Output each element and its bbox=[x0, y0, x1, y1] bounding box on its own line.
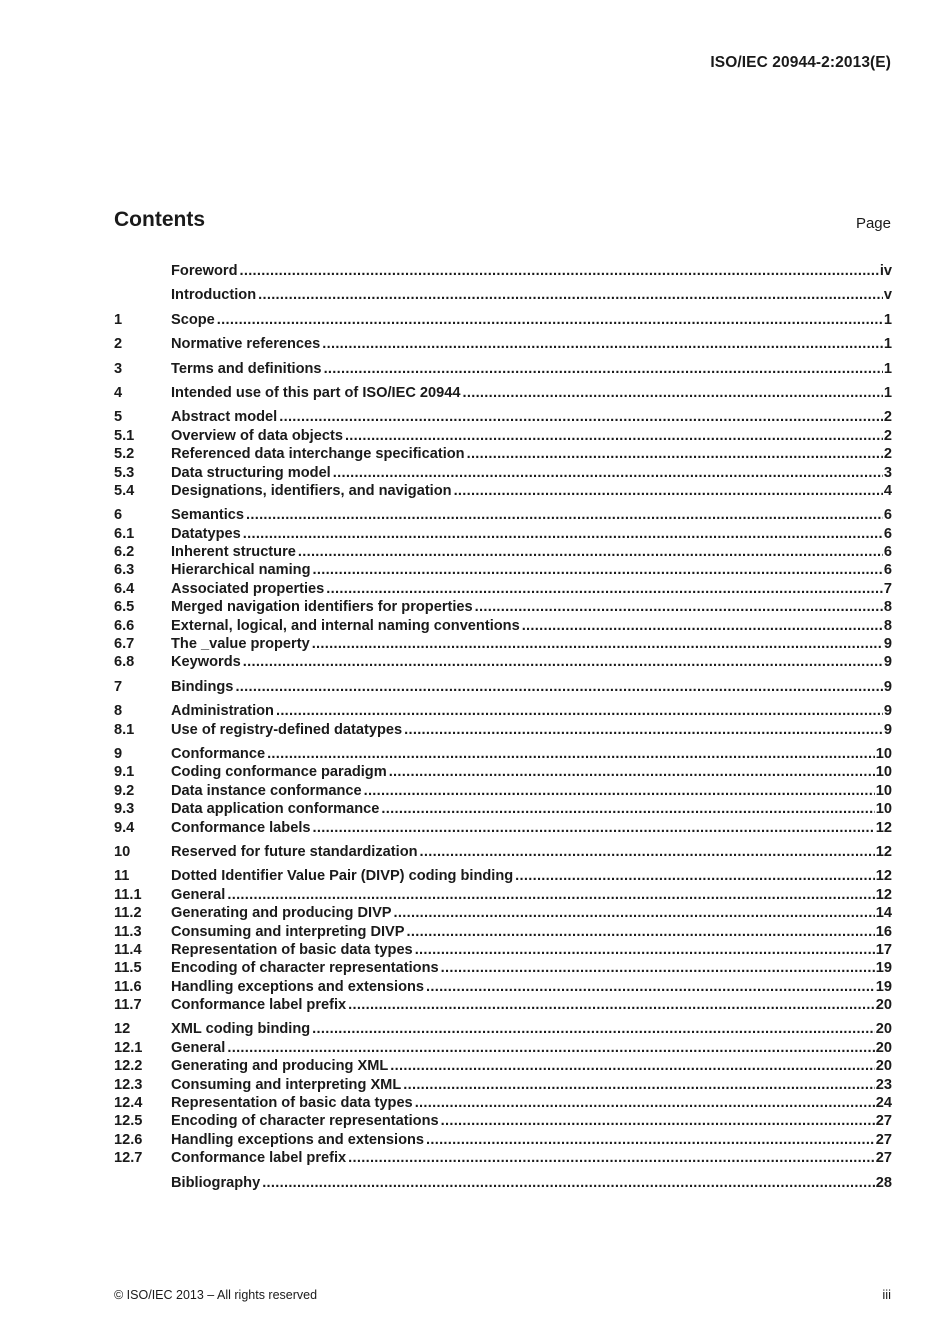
toc-entry-number: 5.1 bbox=[114, 427, 135, 444]
toc-entry[interactable] bbox=[114, 445, 892, 463]
toc-dot-leader bbox=[217, 311, 883, 329]
toc-entry[interactable] bbox=[114, 745, 892, 763]
toc-entry-page: 6 bbox=[883, 562, 892, 579]
toc-entry-page: 16 bbox=[875, 923, 892, 940]
toc-entry-page: 20 bbox=[875, 1021, 892, 1038]
toc-entry-title: Consuming and interpreting XML bbox=[171, 1076, 402, 1093]
toc-entry-page: 6 bbox=[883, 544, 892, 561]
toc-entry-page: v bbox=[883, 287, 892, 304]
toc-dot-leader bbox=[326, 580, 883, 598]
toc-entry-number: 5.2 bbox=[114, 446, 135, 463]
toc-entry[interactable] bbox=[114, 598, 892, 616]
toc-dot-leader bbox=[475, 598, 883, 616]
toc-entry-title: Handling exceptions and extensions bbox=[171, 978, 425, 995]
toc-entry-title: Inherent structure bbox=[171, 544, 296, 561]
contents-heading: Contents bbox=[114, 208, 205, 231]
toc-entry[interactable] bbox=[114, 978, 892, 996]
toc-entry-title: Bindings bbox=[171, 678, 234, 695]
toc-entry-number: 7 bbox=[114, 678, 123, 695]
toc-entry-page: 8 bbox=[883, 617, 892, 634]
toc-entry-title: Representation of basic data types bbox=[171, 941, 413, 958]
toc-entry-page: 12 bbox=[875, 868, 892, 885]
toc-dot-leader bbox=[312, 635, 883, 653]
toc-entry-number: 6.3 bbox=[114, 562, 135, 579]
toc-entry-number: 6.7 bbox=[114, 636, 135, 653]
toc-entry-title: Datatypes bbox=[171, 525, 241, 542]
toc-entry-title: Dotted Identifier Value Pair (DIVP) coding binding bbox=[171, 868, 514, 885]
toc-dot-leader bbox=[298, 543, 883, 561]
toc-entry-number: 5.4 bbox=[114, 482, 135, 499]
toc-entry-page: 2 bbox=[883, 427, 892, 444]
toc-entry-page: 20 bbox=[875, 1058, 892, 1075]
toc-entry[interactable] bbox=[114, 941, 892, 959]
toc-entry-number: 2 bbox=[114, 336, 123, 353]
toc-entry-title: Intended use of this part of ISO/IEC 20944 bbox=[171, 384, 461, 401]
toc-dot-leader bbox=[348, 1149, 875, 1167]
toc-entry-page: 27 bbox=[875, 1131, 892, 1148]
toc-entry-number: 6.2 bbox=[114, 544, 135, 561]
toc-entry-title: Encoding of character representations bbox=[171, 960, 439, 977]
toc-entry[interactable] bbox=[114, 1112, 892, 1130]
toc-entry[interactable] bbox=[114, 580, 892, 598]
table-of-contents bbox=[114, 262, 892, 1192]
toc-dot-leader bbox=[463, 384, 883, 402]
toc-entry-title: Conformance label prefix bbox=[171, 1150, 347, 1167]
toc-entry[interactable] bbox=[114, 959, 892, 977]
toc-dot-leader bbox=[258, 286, 883, 304]
toc-entry-page: 2 bbox=[883, 409, 892, 426]
toc-dot-leader bbox=[348, 996, 875, 1014]
toc-entry-number: 11.4 bbox=[114, 941, 142, 958]
toc-entry-number: 8 bbox=[114, 703, 123, 720]
toc-entry-page: 8 bbox=[883, 599, 892, 616]
toc-entry[interactable] bbox=[114, 335, 892, 353]
toc-entry-title: Foreword bbox=[171, 263, 238, 279]
toc-entry-number: 9.1 bbox=[114, 764, 135, 781]
toc-dot-leader bbox=[239, 262, 878, 280]
toc-entry-number: 6.1 bbox=[114, 525, 135, 542]
toc-entry-page: 1 bbox=[883, 384, 892, 401]
toc-entry-title: External, logical, and internal naming conventions bbox=[171, 617, 520, 634]
toc-entry-page: 7 bbox=[883, 580, 892, 597]
toc-entry-number: 11.6 bbox=[114, 978, 142, 995]
toc-dot-leader bbox=[279, 408, 883, 426]
toc-entry[interactable] bbox=[114, 800, 892, 818]
toc-entry[interactable] bbox=[114, 678, 892, 696]
toc-entry-title: Administration bbox=[171, 703, 274, 720]
toc-entry-number: 11.7 bbox=[114, 997, 142, 1014]
toc-entry-page: 3 bbox=[883, 464, 892, 481]
toc-dot-leader bbox=[389, 763, 875, 781]
toc-entry[interactable] bbox=[114, 843, 892, 861]
toc-entry-title: Generating and producing DIVP bbox=[171, 905, 392, 922]
toc-dot-leader bbox=[403, 1076, 875, 1094]
toc-entry-title: Encoding of character representations bbox=[171, 1113, 439, 1130]
toc-entry[interactable] bbox=[114, 427, 892, 445]
toc-entry-page: 9 bbox=[883, 654, 892, 671]
toc-entry-number: 11.5 bbox=[114, 960, 142, 977]
toc-entry-page: 9 bbox=[883, 636, 892, 653]
toc-entry[interactable] bbox=[114, 543, 892, 561]
toc-entry[interactable] bbox=[114, 763, 892, 781]
toc-dot-leader bbox=[407, 923, 875, 941]
toc-dot-leader bbox=[262, 1174, 875, 1192]
toc-entry-number: 9.3 bbox=[114, 801, 135, 818]
toc-dot-leader bbox=[515, 867, 875, 885]
toc-entry-title: Data application conformance bbox=[171, 801, 380, 818]
toc-entry-page: 27 bbox=[875, 1113, 892, 1130]
toc-dot-leader bbox=[404, 721, 883, 739]
toc-entry-title: Use of registry-defined datatypes bbox=[171, 721, 403, 738]
toc-entry-number: 10 bbox=[114, 843, 131, 860]
toc-entry[interactable] bbox=[114, 886, 892, 904]
toc-entry-number: 9 bbox=[114, 745, 123, 762]
toc-entry-number: 11.1 bbox=[114, 886, 142, 903]
toc-dot-leader bbox=[313, 819, 875, 837]
toc-entry[interactable] bbox=[114, 867, 892, 885]
toc-entry[interactable] bbox=[114, 904, 892, 922]
toc-dot-leader bbox=[243, 653, 883, 671]
toc-entry-page: 20 bbox=[875, 997, 892, 1014]
toc-entry-title: Associated properties bbox=[171, 580, 325, 597]
toc-dot-leader bbox=[324, 360, 883, 378]
toc-entry-number: 1 bbox=[114, 311, 123, 328]
toc-entry-page: 2 bbox=[883, 446, 892, 463]
document-id-header: ISO/IEC 20944-2:2013(E) bbox=[710, 54, 891, 71]
toc-entry-page: 27 bbox=[875, 1150, 892, 1167]
toc-entry[interactable] bbox=[114, 506, 892, 524]
toc-entry-number: 4 bbox=[114, 384, 123, 401]
toc-entry-title: Scope bbox=[171, 311, 215, 328]
toc-entry[interactable] bbox=[114, 702, 892, 720]
toc-entry-title: XML coding binding bbox=[171, 1021, 311, 1038]
toc-dot-leader bbox=[394, 904, 875, 922]
toc-entry-title: Terms and definitions bbox=[171, 360, 322, 377]
toc-entry-title: Conformance labels bbox=[171, 819, 311, 836]
toc-entry[interactable] bbox=[114, 1057, 892, 1075]
toc-entry-number: 9.2 bbox=[114, 782, 135, 799]
toc-entry[interactable] bbox=[114, 311, 892, 329]
toc-dot-leader bbox=[235, 678, 882, 696]
toc-dot-leader bbox=[276, 702, 883, 720]
toc-entry[interactable] bbox=[114, 1174, 892, 1192]
toc-entry-page: 23 bbox=[875, 1076, 892, 1093]
toc-entry-title: Semantics bbox=[171, 507, 245, 524]
toc-dot-leader bbox=[364, 782, 875, 800]
page-number: iii bbox=[882, 1287, 891, 1302]
toc-entry[interactable] bbox=[114, 1076, 892, 1094]
toc-entry-page: 10 bbox=[875, 745, 892, 762]
toc-entry[interactable] bbox=[114, 1020, 892, 1038]
toc-entry-title: Conformance label prefix bbox=[171, 997, 347, 1014]
toc-entry-page: 20 bbox=[875, 1039, 892, 1056]
toc-entry[interactable] bbox=[114, 653, 892, 671]
toc-dot-leader bbox=[441, 1112, 875, 1130]
toc-entry[interactable] bbox=[114, 262, 892, 280]
toc-entry-number: 5.3 bbox=[114, 464, 135, 481]
toc-dot-leader bbox=[246, 506, 883, 524]
toc-entry[interactable] bbox=[114, 996, 892, 1014]
toc-entry[interactable] bbox=[114, 782, 892, 800]
toc-entry[interactable] bbox=[114, 1094, 892, 1112]
toc-dot-leader bbox=[333, 464, 883, 482]
toc-entry-page: 10 bbox=[875, 801, 892, 818]
copyright-footer: © ISO/IEC 2013 – All rights reserved bbox=[114, 1288, 318, 1302]
toc-entry-number: 12.5 bbox=[114, 1113, 143, 1130]
toc-dot-leader bbox=[426, 978, 875, 996]
toc-dot-leader bbox=[420, 843, 875, 861]
toc-dot-leader bbox=[313, 561, 883, 579]
toc-entry-page: 9 bbox=[883, 721, 892, 738]
toc-entry-number: 12.2 bbox=[114, 1058, 143, 1075]
toc-entry-page: iv bbox=[879, 263, 892, 279]
toc-entry[interactable] bbox=[114, 360, 892, 378]
toc-entry-title: Representation of basic data types bbox=[171, 1095, 413, 1112]
toc-entry[interactable] bbox=[114, 721, 892, 739]
toc-entry-title: Hierarchical naming bbox=[171, 562, 311, 579]
toc-dot-leader bbox=[426, 1131, 875, 1149]
toc-entry[interactable] bbox=[114, 819, 892, 837]
toc-entry-page: 19 bbox=[875, 978, 892, 995]
toc-entry-number: 6 bbox=[114, 507, 123, 524]
toc-entry-page: 9 bbox=[883, 703, 892, 720]
toc-entry-number: 6.5 bbox=[114, 599, 135, 616]
toc-entry-title: Abstract model bbox=[171, 409, 278, 426]
toc-entry-title: Keywords bbox=[171, 654, 241, 671]
toc-entry[interactable] bbox=[114, 384, 892, 402]
toc-entry-page: 12 bbox=[875, 843, 892, 860]
toc-entry[interactable] bbox=[114, 286, 892, 304]
toc-entry-number: 11 bbox=[114, 868, 130, 885]
toc-entry-page: 1 bbox=[883, 311, 892, 328]
toc-entry-page: 6 bbox=[883, 507, 892, 524]
toc-entry-page: 24 bbox=[875, 1095, 892, 1112]
toc-entry-page: 1 bbox=[883, 336, 892, 353]
toc-entry-number: 11.2 bbox=[114, 905, 142, 922]
toc-entry[interactable] bbox=[114, 923, 892, 941]
toc-entry[interactable] bbox=[114, 408, 892, 426]
toc-dot-leader bbox=[441, 959, 875, 977]
toc-entry-number: 12.1 bbox=[114, 1039, 143, 1056]
toc-entry[interactable] bbox=[114, 464, 892, 482]
toc-entry-title: Designations, identifiers, and navigation bbox=[171, 482, 452, 499]
toc-entry-title: Data instance conformance bbox=[171, 782, 362, 799]
toc-dot-leader bbox=[381, 800, 874, 818]
toc-entry-number: 8.1 bbox=[114, 721, 135, 738]
toc-dot-leader bbox=[522, 617, 883, 635]
toc-entry-number: 6.4 bbox=[114, 580, 135, 597]
toc-entry-number: 12.3 bbox=[114, 1076, 143, 1093]
toc-entry-number: 12.7 bbox=[114, 1150, 143, 1167]
toc-entry-number: 5 bbox=[114, 409, 123, 426]
toc-dot-leader bbox=[267, 745, 875, 763]
toc-dot-leader bbox=[322, 335, 883, 353]
toc-entry-title: Generating and producing XML bbox=[171, 1058, 389, 1075]
toc-entry-title: Merged navigation identifiers for properties bbox=[171, 599, 473, 616]
toc-entry[interactable] bbox=[114, 1039, 892, 1057]
toc-entry-title: Reserved for future standardization bbox=[171, 843, 418, 860]
toc-dot-leader bbox=[467, 445, 883, 463]
toc-dot-leader bbox=[227, 1039, 874, 1057]
toc-entry-title: Data structuring model bbox=[171, 464, 331, 481]
toc-dot-leader bbox=[345, 427, 883, 445]
toc-entry[interactable] bbox=[114, 482, 892, 500]
toc-entry[interactable] bbox=[114, 561, 892, 579]
toc-entry-title: The _value property bbox=[171, 636, 310, 653]
toc-entry-number: 9.4 bbox=[114, 819, 135, 836]
toc-entry-number: 11.3 bbox=[114, 923, 142, 940]
toc-entry-title: Conformance bbox=[171, 745, 266, 762]
toc-entry-number: 12 bbox=[114, 1021, 131, 1038]
toc-entry-page: 4 bbox=[883, 482, 892, 499]
toc-entry-number: 12.6 bbox=[114, 1131, 143, 1148]
toc-entry[interactable] bbox=[114, 635, 892, 653]
toc-dot-leader bbox=[390, 1057, 874, 1075]
toc-entry-number: 12.4 bbox=[114, 1095, 143, 1112]
toc-entry-title: Referenced data interchange specification bbox=[171, 446, 465, 463]
toc-entry[interactable] bbox=[114, 617, 892, 635]
toc-entry-page: 19 bbox=[875, 960, 892, 977]
toc-entry-title: Introduction bbox=[171, 287, 257, 304]
toc-entry-title: Handling exceptions and extensions bbox=[171, 1131, 425, 1148]
toc-dot-leader bbox=[415, 941, 875, 959]
toc-entry-title: Coding conformance paradigm bbox=[171, 764, 387, 781]
toc-entry-title: General bbox=[171, 1039, 226, 1056]
page-column-label: Page bbox=[855, 215, 891, 232]
toc-entry-title: General bbox=[171, 886, 226, 903]
toc-entry[interactable] bbox=[114, 1131, 892, 1149]
toc-dot-leader bbox=[243, 525, 883, 543]
toc-entry-title: Bibliography bbox=[171, 1174, 261, 1191]
toc-dot-leader bbox=[415, 1094, 875, 1112]
toc-entry-page: 17 bbox=[875, 941, 892, 958]
toc-entry-page: 14 bbox=[875, 905, 892, 922]
toc-entry-title: Normative references bbox=[171, 336, 321, 353]
toc-dot-leader bbox=[454, 482, 883, 500]
toc-entry-number: 6.6 bbox=[114, 617, 135, 634]
toc-entry-page: 9 bbox=[883, 678, 892, 695]
toc-entry-title: Overview of data objects bbox=[171, 427, 343, 444]
toc-entry-title: Consuming and interpreting DIVP bbox=[171, 923, 405, 940]
toc-entry-number: 3 bbox=[114, 360, 123, 377]
toc-entry-page: 10 bbox=[875, 764, 892, 781]
toc-entry-page: 28 bbox=[875, 1174, 892, 1191]
toc-entry-number: 6.8 bbox=[114, 654, 135, 671]
toc-entry-page: 12 bbox=[875, 819, 892, 836]
toc-entry-page: 12 bbox=[875, 886, 892, 903]
toc-entry[interactable] bbox=[114, 525, 892, 543]
toc-dot-leader bbox=[312, 1020, 875, 1038]
toc-dot-leader bbox=[227, 886, 874, 904]
toc-entry-page: 10 bbox=[875, 782, 892, 799]
toc-entry-page: 6 bbox=[883, 525, 892, 542]
toc-entry-page: 1 bbox=[883, 360, 892, 377]
toc-entry[interactable] bbox=[114, 1149, 892, 1167]
